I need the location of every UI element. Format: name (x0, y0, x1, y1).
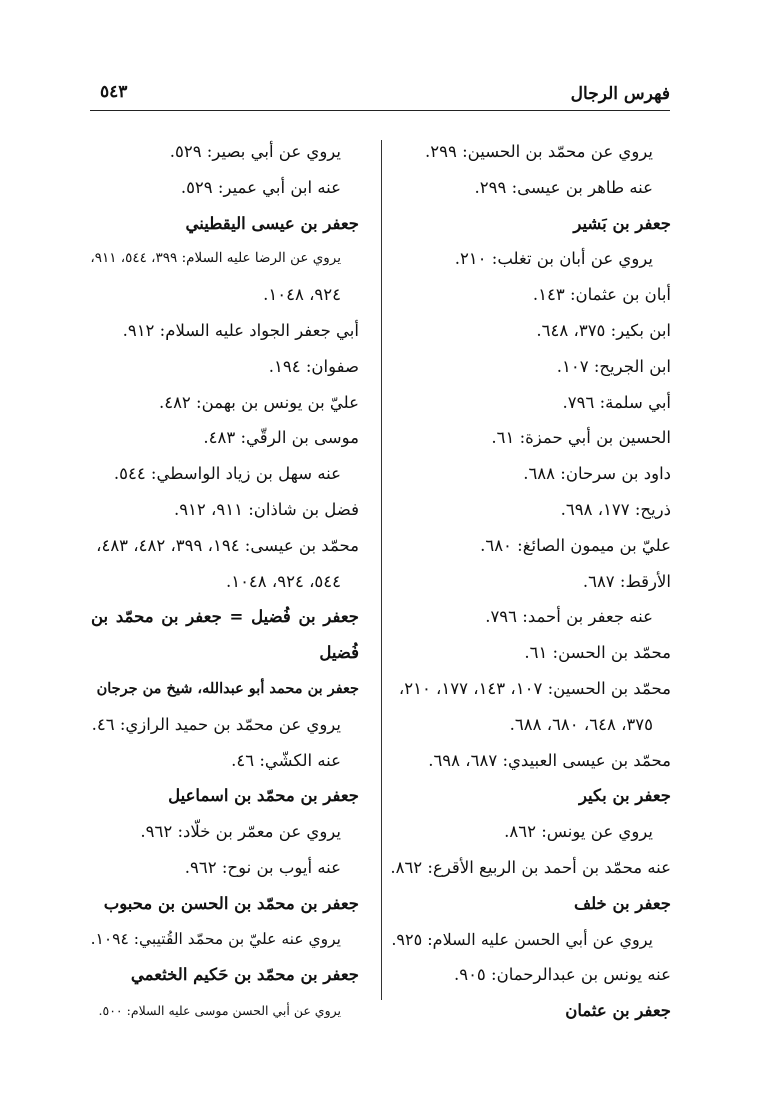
entry-line: محمّد بن الحسن: ٦١. (524, 643, 671, 663)
entry-line: ٥٤٤، ٩٢٤، ١٠٤٨. (225, 571, 341, 591)
entry-line: عنه جعفر بن أحمد: ٧٩٦. (485, 607, 653, 627)
entry-heading: فُضيل (319, 643, 359, 663)
entry-line: أبان بن عثمان: ١٤٣. (532, 285, 671, 305)
entry-heading: جعفر بن بَشير (573, 213, 671, 233)
right-column (389, 134, 671, 1029)
entry-line: عنه أيوب بن نوح: ٩٦٢. (184, 857, 341, 877)
entry-heading: جعفر بن عثمان (565, 1001, 671, 1021)
entry-line: داود بن سرحان: ٦٨٨. (523, 464, 671, 484)
header-rule (90, 110, 670, 111)
entry-heading: جعفر بن بكير (578, 786, 671, 806)
entry-line: يروي عن معمّر بن خلّاد: ٩٦٢. (140, 822, 341, 842)
entry-line: عليّ بن ميمون الصائغ: ٦٨٠. (480, 535, 671, 555)
entry-heading: جعفر بن محمّد بن اسماعيل (168, 786, 359, 806)
entry-line: صفوان: ١٩٤. (268, 356, 359, 376)
entry-line: ذريح: ١٧٧، ٦٩٨. (560, 499, 671, 519)
running-title: فهرس الرجال (570, 84, 670, 104)
page-header (90, 80, 670, 108)
entry-line: عنه ابن أبي عمير: ٥٢٩. (180, 177, 341, 197)
entry-line: يروي عن الرضا عليه السلام: ٣٩٩، ٥٤٤، ٩١١، (90, 250, 341, 267)
entry-heading: جعفر بن محمد أبو عبدالله، شيخ من جرجان (96, 679, 359, 697)
entry-line: عنه الكشّي: ٤٦. (231, 750, 341, 770)
entry-line: الأرقط: ٦٨٧. (582, 571, 671, 591)
entry-line: ابن الجريح: ١٠٧. (556, 356, 671, 376)
left-column (91, 134, 359, 1029)
page-number: ٥٤٣ (100, 82, 128, 102)
entry-line: موسى بن الرقّي: ٤٨٣. (203, 428, 359, 448)
entry-line: يروي عن يونس: ٨٦٢. (504, 822, 653, 842)
entry-line: ٩٢٤، ١٠٤٨. (263, 285, 341, 305)
entry-line: محمّد بن عيسى العبيدي: ٦٨٧، ٦٩٨. (428, 750, 671, 770)
entry-line: يروي عن أبي الحسن موسى عليه السلام: ٥٠٠. (98, 1003, 341, 1019)
entry-heading: جعفر بن فُضيل = جعفر بن محمّد بن (91, 607, 359, 627)
entry-line: عنه سهل بن زياد الواسطي: ٥٤٤. (113, 464, 341, 484)
entry-line: عليّ بن يونس بن بهمن: ٤٨٢. (158, 392, 359, 412)
entry-line: يروي عن محمّد بن حميد الرازي: ٤٦. (91, 714, 341, 734)
entry-line: الحسين بن أبي حمزة: ٦١. (491, 428, 671, 448)
entry-line: أبي سلمة: ٧٩٦. (562, 392, 671, 412)
entry-line: يروي عن أبان بن تغلب: ٢١٠. (454, 249, 653, 269)
entry-line: محمّد بن الحسين: ١٠٧، ١٤٣، ١٧٧، ٢١٠، (398, 678, 671, 698)
entry-line: محمّد بن عيسى: ١٩٤، ٣٩٩، ٤٨٢، ٤٨٣، (96, 535, 359, 555)
entry-line: عنه طاهر بن عيسى: ٢٩٩. (474, 177, 653, 197)
entry-line: يروي عن محمّد بن الحسين: ٢٩٩. (425, 142, 653, 161)
entry-line: فضل بن شاذان: ٩١١، ٩١٢. (173, 499, 359, 519)
entry-line: ابن بكير: ٣٧٥، ٦٤٨. (536, 320, 671, 340)
entry-heading: جعفر بن محمّد بن الحسن بن محبوب (103, 893, 359, 913)
entry-line: عنه يونس بن عبدالرحمان: ٩٠٥. (453, 965, 671, 985)
entry-heading: جعفر بن خلف (574, 893, 671, 913)
entry-heading: جعفر بن عيسى اليقطيني (185, 213, 359, 233)
entry-line: عنه محمّد بن أحمد بن الربيع الأقرع: ٨٦٢. (390, 857, 671, 877)
entry-line: أبي جعفر الجواد عليه السلام: ٩١٢. (122, 320, 359, 340)
entry-heading: جعفر بن محمّد بن حَكيم الخثعمي (130, 965, 359, 985)
column-divider (381, 140, 382, 1000)
entry-line: ٣٧٥، ٦٤٨، ٦٨٠، ٦٨٨. (509, 714, 653, 734)
entry-line: يروي عنه عليّ بن محمّد القُتيبي: ١٠٩٤. (90, 929, 341, 948)
entry-line: يروي عن أبي الحسن عليه السلام: ٩٢٥. (391, 929, 653, 949)
entry-line: يروي عن أبي بصير: ٥٢٩. (169, 142, 341, 161)
